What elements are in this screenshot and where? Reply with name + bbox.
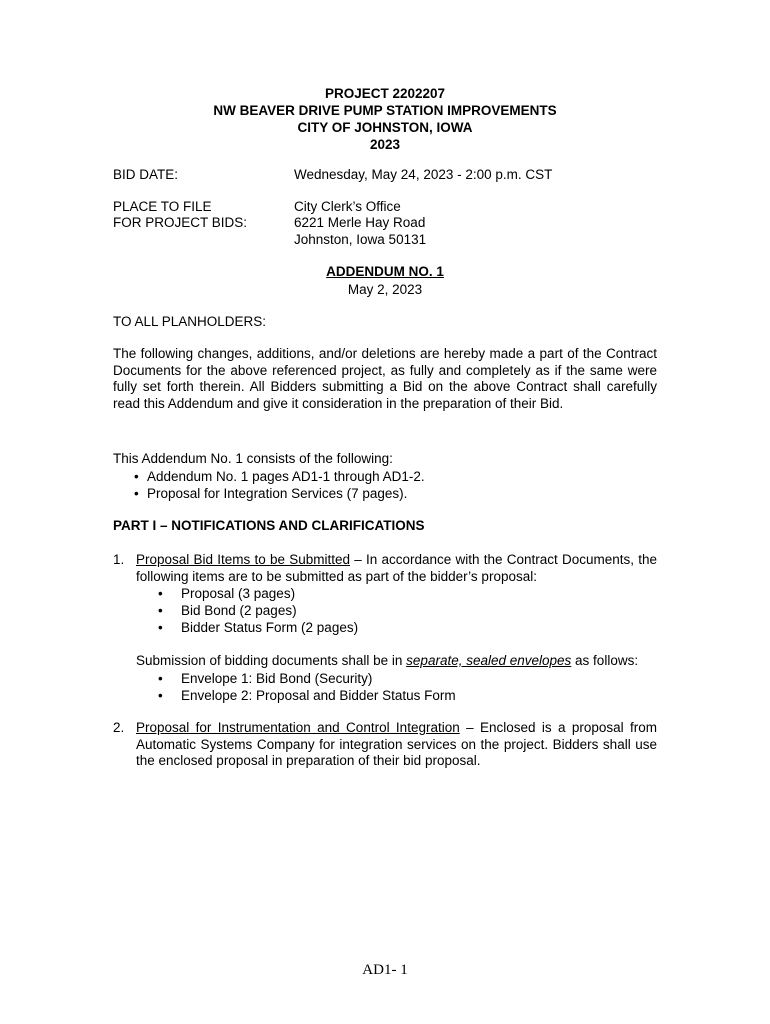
item1-number: 1.	[113, 552, 125, 567]
consists-list	[134, 468, 425, 502]
bullet-icon: •	[158, 671, 163, 686]
place-line-1: City Clerk’s Office	[294, 199, 401, 214]
item1-title: Proposal Bid Items to be Submitted	[136, 552, 350, 567]
list-item: • Proposal for Integration Services (7 pages).	[134, 486, 408, 501]
page-number: AD1- 1	[362, 962, 408, 978]
envelope-list	[158, 670, 456, 704]
salutation: TO ALL PLANHOLDERS:	[113, 314, 267, 329]
part1-heading: PART I – NOTIFICATIONS AND CLARIFICATIONS	[113, 518, 425, 533]
item1-text: – In accordance with the Contract Documents, the following items are to be submitted as part of the bidder’s proposal:	[136, 552, 657, 584]
submission-line: Submission of bidding documents shall be in separate, sealed envelopes as follows:	[136, 653, 639, 668]
list-item: • Proposal (3 pages)	[158, 586, 296, 601]
list-item: • Envelope 1: Bid Bond (Security)	[158, 671, 373, 686]
project-number: PROJECT 2202207	[324, 86, 446, 101]
bullet-icon: •	[134, 469, 139, 484]
separate-envelopes-emphasis: separate, sealed envelopes	[406, 653, 572, 668]
item2-number: 2.	[113, 720, 125, 735]
bid-date-label: BID DATE:	[113, 167, 179, 182]
list-item: • Bid Bond (2 pages)	[158, 603, 297, 618]
item1-bullets	[158, 585, 358, 636]
bullet-icon: •	[158, 620, 163, 635]
list-item: • Bidder Status Form (2 pages)	[158, 620, 359, 635]
bullet-icon: •	[158, 603, 163, 618]
addendum-date: May 2, 2023	[347, 282, 423, 297]
place-line-3: Johnston, Iowa 50131	[294, 232, 427, 247]
item2-paragraph	[136, 720, 657, 770]
consists-lead: This Addendum No. 1 consists of the following:	[113, 451, 393, 466]
project-title: NW BEAVER DRIVE PUMP STATION IMPROVEMENTS	[213, 103, 557, 118]
item2-text: – Enclosed is a proposal from Automatic Systems Company for integration services on the project. Bidders shall use the enclosed proposal in preparation of their bid proposal.	[136, 720, 657, 768]
place-label-2: FOR PROJECT BIDS:	[113, 215, 248, 230]
item1-paragraph	[136, 552, 657, 585]
project-year: 2023	[369, 137, 401, 152]
bullet-icon: •	[134, 486, 139, 501]
list-item: • Addendum No. 1 pages AD1-1 through AD1-2.	[134, 469, 425, 484]
bid-date-value: Wednesday, May 24, 2023 - 2:00 p.m. CST	[294, 167, 553, 182]
addendum-title: ADDENDUM NO. 1	[326, 264, 444, 279]
intro-paragraph: The following changes, additions, and/or deletions are hereby made a part of the Contract Documents for the above referenced project, as fully and completely as if the same were fully set forth therein. All Bidders submitting a Bid on the above Contract shall carefully read this Addendum and give it consideration in the preparation of their Bid.	[113, 346, 657, 411]
project-city: CITY OF JOHNSTON, IOWA	[297, 120, 473, 135]
list-item: • Envelope 2: Proposal and Bidder Status Form	[158, 688, 456, 703]
bullet-icon: •	[158, 586, 163, 601]
place-label-1: PLACE TO FILE	[113, 199, 212, 214]
item2-title: Proposal for Instrumentation and Control Integration	[136, 720, 460, 735]
bullet-icon: •	[158, 688, 163, 703]
place-line-2: 6221 Merle Hay Road	[294, 215, 426, 230]
